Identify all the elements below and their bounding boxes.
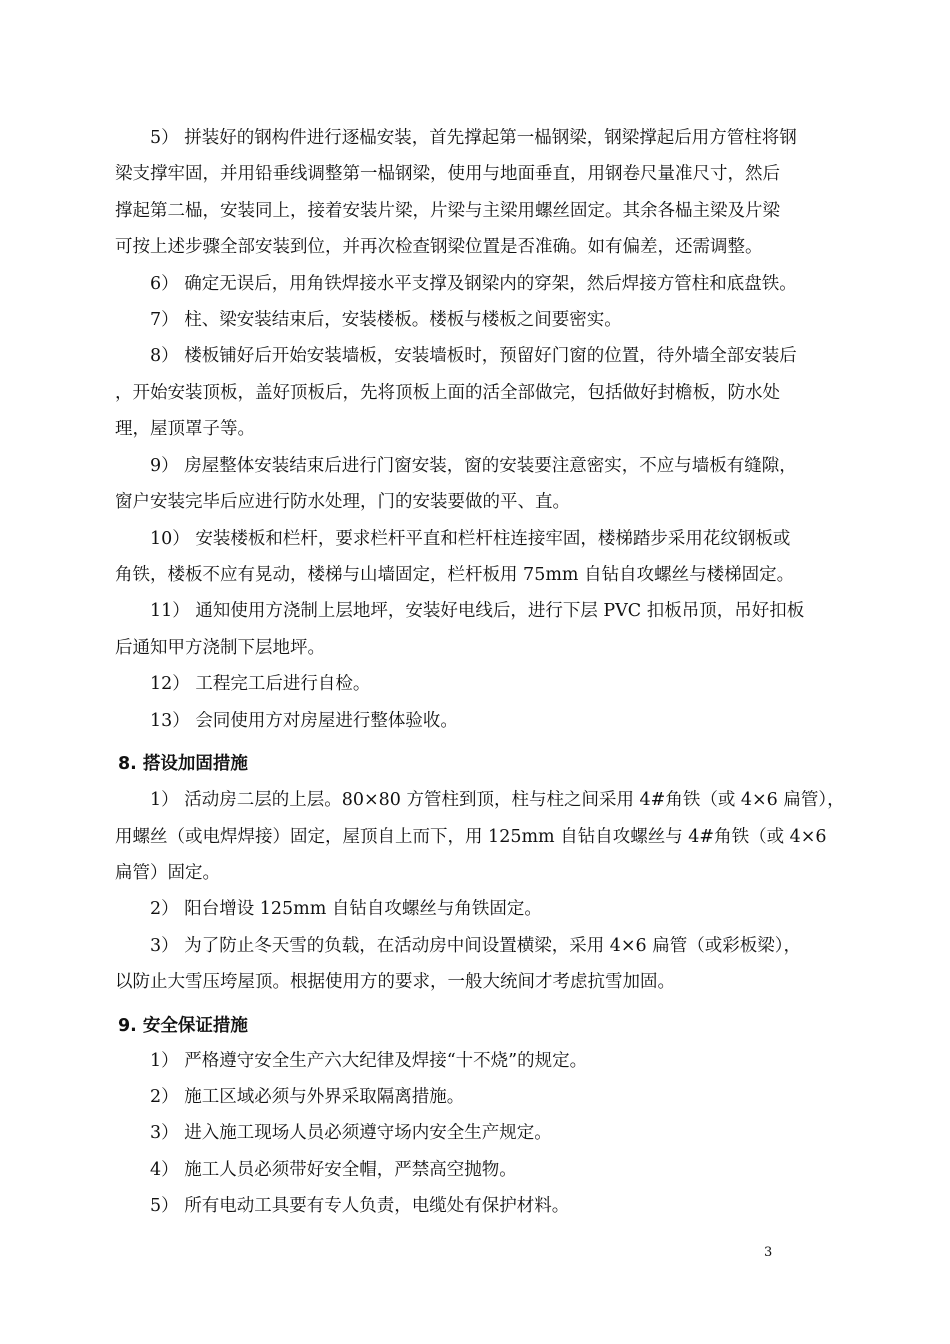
paragraph-line: 7） 柱、梁安装结束后，安装楼板。楼板与楼板之间要密实。 (150, 310, 622, 330)
paragraph-line: 用螺丝（或电焊焊接）固定，屋顶自上而下，用 125mm 自钻自攻螺丝与 4#角铁（或 4×6 (115, 827, 827, 847)
paragraph-line: 5） 所有电动工具要有专人负责，电缆处有保护材料。 (150, 1196, 570, 1216)
paragraph-line: 12） 工程完工后进行自检。 (150, 674, 371, 694)
paragraph-line: 窗户安装完毕后应进行防水处理，门的安装要做的平、直。 (115, 492, 570, 512)
paragraph-line: 后通知甲方浇制下层地坪。 (115, 638, 325, 658)
paragraph-line: 理，屋顶罩子等。 (115, 419, 255, 439)
paragraph-line: 扁管）固定。 (115, 863, 220, 883)
paragraph-line: ，开始安装顶板，盖好顶板后，先将顶板上面的活全部做完，包括做好封檐板，防水处 (115, 383, 780, 403)
paragraph-line: 9） 房屋整体安装结束后进行门窗安装，窗的安装要注意密实，不应与墙板有缝隙， (150, 456, 797, 476)
paragraph-line: 1） 活动房二层的上层。80×80 方管柱到顶，柱与柱之间采用 4#角铁（或 4×6 扁管）， (150, 790, 845, 810)
paragraph-line: 10） 安装楼板和栏杆，要求栏杆平直和栏杆柱连接牢固，楼梯踏步采用花纹钢板或 (150, 529, 791, 549)
paragraph-line: 以防止大雪压垮屋顶。根据使用方的要求，一般大统间才考虑抗雪加固。 (115, 972, 675, 992)
paragraph-line: 4） 施工人员必须带好安全帽，严禁高空抛物。 (150, 1160, 517, 1180)
paragraph-line: 角铁，楼板不应有晃动，楼梯与山墙固定，栏杆板用 75mm 自钻自攻螺丝与楼梯固定。 (115, 565, 795, 585)
paragraph-line: 可按上述步骤全部安装到位，并再次检查钢梁位置是否准确。如有偏差，还需调整。 (115, 237, 763, 257)
paragraph-line: 3） 为了防止冬天雪的负载，在活动房中间设置横梁，采用 4×6 扁管（或彩板梁）， (150, 936, 802, 956)
paragraph-line: 13） 会同使用方对房屋进行整体验收。 (150, 711, 458, 731)
paragraph-line: 5） 拼装好的钢构件进行逐榀安装，首先撑起第一榀钢梁，钢梁撑起后用方管柱将钢 (150, 128, 797, 148)
section-heading: 9. 安全保证措施 (118, 1016, 248, 1036)
page-number: 3 (764, 1245, 773, 1260)
section-heading: 8. 搭设加固措施 (118, 754, 248, 774)
paragraph-line: 3） 进入施工现场人员必须遵守场内安全生产规定。 (150, 1123, 552, 1143)
paragraph-line: 8） 楼板铺好后开始安装墙板，安装墙板时，预留好门窗的位置，待外墙全部安装后 (150, 346, 797, 366)
paragraph-line: 2） 阳台增设 125mm 自钻自攻螺丝与角铁固定。 (150, 899, 542, 919)
paragraph-line: 梁支撑牢固，并用铅垂线调整第一榀钢梁，使用与地面垂直，用钢卷尺量准尺寸，然后 (115, 164, 780, 184)
paragraph-line: 2） 施工区域必须与外界采取隔离措施。 (150, 1087, 465, 1107)
paragraph-line: 1） 严格遵守安全生产六大纪律及焊接“十不烧”的规定。 (150, 1051, 588, 1071)
paragraph-line: 11） 通知使用方浇制上层地坪，安装好电线后，进行下层 PVC 扣板吊顶，吊好扣板 (150, 601, 805, 621)
paragraph-line: 撑起第二榀，安装同上，接着安装片梁，片梁与主梁用螺丝固定。其余各榀主梁及片梁 (115, 201, 780, 221)
paragraph-line: 6） 确定无误后，用角铁焊接水平支撑及钢梁内的穿架，然后焊接方管柱和底盘铁。 (150, 274, 797, 294)
